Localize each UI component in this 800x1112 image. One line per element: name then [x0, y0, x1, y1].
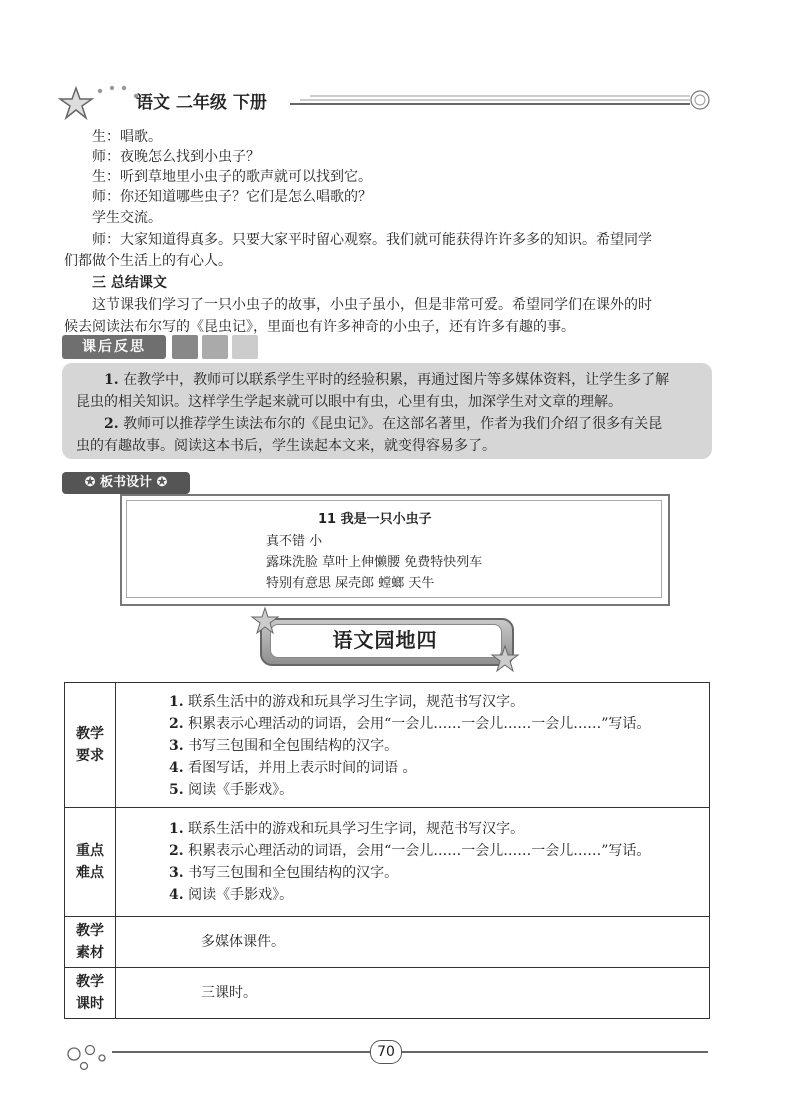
item-num: 5.	[169, 781, 184, 798]
item-text: 多媒体课件。	[201, 934, 285, 950]
list-item	[117, 884, 708, 906]
summary-heading: 三 总结课文	[92, 275, 167, 291]
decor-square	[172, 335, 198, 359]
table-row	[65, 683, 710, 808]
reflection-line: 昆虫的相关知识。这样学生学起来就可以眼中有虫，心里有虫，加深学生对文章的理解。	[76, 394, 622, 410]
board-row: 特别有意思 屎壳郎 螳螂 天牛	[266, 576, 435, 591]
reflection-line: 虫的有趣故事。阅读这本书后，学生读起本文来，就变得容易多了。	[76, 438, 496, 454]
item-text: 三课时。	[201, 985, 257, 1001]
label-line: 教学	[76, 974, 104, 990]
item-num: 4.	[169, 759, 184, 776]
star-icon	[490, 644, 520, 674]
row-content	[116, 808, 710, 917]
list-item	[117, 713, 708, 735]
summary-line: 候去阅读法布尔写的《昆虫记》，里面也有许多神奇的小虫子，还有许多有趣的事。	[64, 319, 575, 335]
item-text: 书写三包围和全包围结构的汉字。	[188, 737, 399, 754]
page-number: 70	[370, 1040, 402, 1064]
reflection-line: 在教学中，教师可以联系学生平时的经验积累，再通过图片等多媒体资料，让学生多了解	[123, 372, 670, 388]
item-text: 阅读《手影戏》。	[188, 887, 294, 903]
item-text: 积累表示心理活动的词语，会用“一会儿……一会儿……一会儿……”写话。	[188, 715, 651, 732]
decor-square	[232, 335, 258, 359]
item-text: 阅读《手影戏》。	[188, 781, 294, 798]
reflection-line: 教师可以推荐学生读法布尔的《昆虫记》。在这部名著里，作者为我们介绍了很多有关昆	[123, 416, 663, 432]
decor-square	[202, 335, 228, 359]
table-row	[65, 968, 710, 1019]
list-item	[117, 840, 708, 862]
list-item	[117, 691, 708, 713]
star-icon	[250, 606, 280, 636]
reflection-num: 1.	[104, 372, 119, 388]
list-item	[117, 757, 708, 779]
summary-line: 这节课我们学习了一只小虫子的故事，小虫子虽小，但是非常可爱。希望同学们在课外的时	[92, 297, 652, 313]
section-title: 语文园地四	[332, 628, 438, 652]
label-line: 课时	[76, 996, 104, 1012]
table-row	[65, 808, 710, 917]
lesson-info-table	[64, 682, 710, 1019]
label-line: 教学	[76, 923, 104, 939]
table-row	[65, 917, 710, 968]
list-item	[117, 818, 708, 840]
row-content	[116, 917, 710, 968]
item-num: 1.	[169, 693, 184, 710]
row-content	[116, 683, 710, 808]
item-num: 4.	[169, 887, 184, 903]
dialogue-line: 生：唱歌。	[92, 129, 162, 145]
label-line: 难点	[76, 865, 104, 881]
board-design-tag: ✪ 板书设计 ✪	[62, 472, 190, 494]
list-item	[117, 779, 708, 801]
item-text: 看图写话，并用上表示时间的词语 。	[188, 759, 417, 776]
label-line: 素材	[76, 945, 104, 961]
reflection-tag: 课后反思	[62, 335, 166, 359]
row-label	[65, 917, 116, 968]
dialogue-line: 师：你还知道哪些虫子？它们是怎么唱歌的？	[92, 189, 372, 205]
reflection-item-2	[104, 413, 662, 436]
label-line: 要求	[76, 748, 104, 764]
reflection-num: 2.	[104, 416, 119, 432]
reflection-item-1	[104, 369, 669, 392]
item-num: 3.	[169, 865, 184, 881]
item-text: 积累表示心理活动的词语，会用“一会儿……一会儿……一会儿……”写话。	[188, 843, 651, 859]
item-text: 联系生活中的游戏和玩具学习生字词，规范书写汉字。	[188, 693, 525, 710]
list-item	[117, 735, 708, 757]
row-label	[65, 808, 116, 917]
list-item	[117, 862, 708, 884]
board-title: 11 我是一只小虫子	[318, 512, 432, 527]
item-text: 联系生活中的游戏和玩具学习生字词，规范书写汉字。	[188, 821, 525, 837]
dialogue-line: 师：大家知道得真多。只要大家平时留心观察。我们就可能获得许许多多的知识。希望同学	[92, 232, 652, 248]
label-line: 重点	[76, 843, 104, 859]
row-label	[65, 683, 116, 808]
page-header-title: 语文 二年级 下册	[136, 93, 267, 113]
item-num: 2.	[169, 843, 184, 859]
row-label	[65, 968, 116, 1019]
item-num: 3.	[169, 737, 184, 754]
item-text: 书写三包围和全包围结构的汉字。	[188, 865, 399, 881]
dialogue-line: 生：听到草地里小虫子的歌声就可以找到它。	[92, 169, 372, 185]
dialogue-line: 师：夜晚怎么找到小虫子？	[92, 149, 260, 165]
dialogue-line: 学生交流。	[92, 210, 162, 226]
row-content	[116, 968, 710, 1019]
board-row: 露珠洗脸 草叶上伸懒腰 免费特快列车	[266, 555, 483, 570]
item-num: 2.	[169, 715, 184, 732]
dialogue-line: 们都做个生活上的有心人。	[64, 253, 232, 269]
header-rule-lines	[290, 86, 720, 116]
board-row: 真不错 小	[266, 534, 323, 549]
label-line: 教学	[76, 726, 104, 742]
item-num: 1.	[169, 821, 184, 837]
